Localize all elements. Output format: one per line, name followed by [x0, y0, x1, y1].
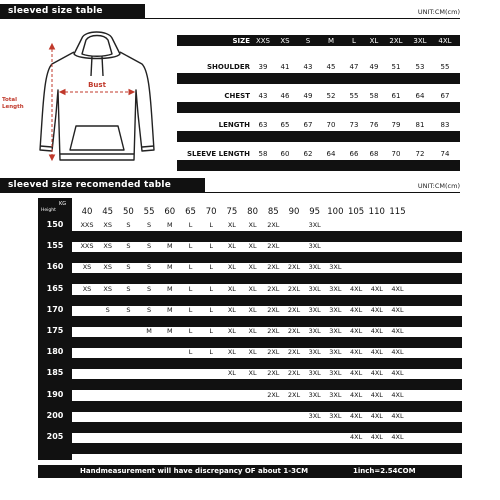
- rec-cell: 4XL: [349, 411, 363, 420]
- size-header-label: SIZE: [232, 37, 250, 45]
- height-value: 175: [46, 326, 64, 335]
- rec-cell: 3XL: [329, 284, 342, 293]
- height-value: 165: [46, 283, 64, 293]
- rec-cell: 4XL: [349, 348, 363, 357]
- size-row-value: 58: [369, 92, 379, 100]
- rec-cell: M: [166, 327, 173, 335]
- rec-cell: XXS: [80, 242, 94, 251]
- rec-cell: 3XL: [308, 348, 321, 357]
- weight-header: 110: [368, 207, 385, 217]
- height-value: 170: [46, 304, 64, 314]
- rec-cell: 2XL: [267, 284, 280, 293]
- rec-row-bar: [72, 379, 462, 390]
- size-row-label: LENGTH: [218, 121, 250, 129]
- weight-header: 105: [347, 207, 365, 217]
- height-value: 200: [46, 410, 64, 420]
- rec-cell: S: [126, 284, 131, 293]
- weight-header: 45: [102, 207, 114, 217]
- rec-cell: S: [147, 221, 152, 229]
- size-row-value: 67: [440, 92, 450, 100]
- rec-cell: 4XL: [370, 369, 383, 378]
- rec-cell: 2XL: [287, 369, 301, 378]
- size-header-cell: XL: [369, 37, 379, 45]
- total-length-label: Total Length: [2, 97, 24, 110]
- rec-cell: 2XL: [267, 242, 280, 251]
- rec-cell: L: [188, 284, 193, 293]
- rec-cell: 3XL: [308, 390, 321, 399]
- rec-cell: 3XL: [329, 305, 342, 314]
- rec-cell: 4XL: [349, 327, 363, 335]
- size-row-value: 81: [415, 121, 425, 129]
- rec-row-bar: [72, 252, 462, 263]
- weight-header: 40: [81, 207, 93, 217]
- rec-cell: S: [105, 305, 110, 314]
- size-row-value: 64: [415, 92, 425, 100]
- rec-table-title: sleeved size recomended table: [0, 178, 205, 192]
- size-row-value: 72: [415, 150, 425, 158]
- bust-label: Bust: [88, 81, 106, 89]
- footer-note: Handmeasurement will have discrepancy OF about 1-3CM: [80, 467, 309, 475]
- rec-cell: 2XL: [287, 284, 301, 293]
- size-row-bar: [177, 73, 460, 84]
- rec-cell: M: [146, 327, 152, 335]
- rec-row-bar: [72, 401, 462, 412]
- size-header-cell: L: [352, 37, 356, 45]
- rec-cell: 3XL: [329, 327, 342, 335]
- rec-cell: XL: [248, 263, 257, 272]
- size-row-value: 68: [369, 150, 379, 158]
- rec-cell: XS: [103, 242, 112, 251]
- rec-row-bar: [72, 295, 462, 306]
- rec-cell: M: [166, 221, 173, 229]
- rec-cell: S: [147, 305, 152, 314]
- rec-cell: 3XL: [308, 284, 321, 293]
- height-value: 205: [46, 432, 64, 441]
- rec-cell: 2XL: [287, 305, 301, 314]
- size-row-value: 49: [369, 63, 379, 71]
- size-row-value: 79: [391, 121, 401, 129]
- rec-cell: 4XL: [349, 369, 363, 378]
- size-header-cell: M: [327, 37, 335, 45]
- rec-cell: XS: [103, 284, 112, 293]
- size-row-value: 67: [303, 121, 313, 129]
- size-row-value: 39: [258, 63, 268, 71]
- rec-cell: L: [209, 263, 213, 272]
- size-row-value: 51: [391, 63, 401, 71]
- rec-cell: 2XL: [267, 263, 280, 272]
- rec-cell: 3XL: [308, 411, 321, 420]
- rec-cell: XL: [248, 369, 257, 378]
- size-row-value: 43: [303, 63, 313, 71]
- rec-cell: 3XL: [329, 348, 342, 357]
- rec-table-header: [0, 178, 460, 192]
- size-row-value: 66: [349, 150, 359, 158]
- height-value: 150: [46, 220, 64, 229]
- height-value: 190: [46, 389, 64, 399]
- size-header-cell: 2XL: [389, 37, 403, 45]
- rec-cell: XL: [248, 242, 257, 251]
- rec-cell: 3XL: [308, 327, 321, 335]
- weight-header: 95: [309, 207, 321, 217]
- size-header-cell: XXS: [255, 37, 271, 45]
- header-rule: [0, 18, 460, 19]
- size-row-label: CHEST: [224, 92, 250, 100]
- rec-cell: M: [166, 305, 173, 314]
- rec-cell: 3XL: [308, 263, 321, 272]
- rec-cell: L: [209, 284, 213, 293]
- rec-cell: S: [147, 242, 152, 251]
- rec-cell: 2XL: [267, 327, 280, 335]
- rec-cell: 2XL: [267, 348, 280, 357]
- size-row-value: 52: [326, 92, 336, 100]
- size-row-value: 45: [326, 63, 336, 71]
- size-header-cell: 3XL: [413, 37, 427, 45]
- size-row-value: 41: [280, 63, 290, 71]
- size-row-bar: [177, 160, 460, 171]
- size-table-unit: UNIT:CM(cm): [417, 8, 460, 16]
- height-value: 180: [46, 347, 64, 357]
- rec-cell: 3XL: [308, 369, 321, 378]
- rec-cell: XS: [103, 221, 112, 229]
- size-row-value: 83: [440, 121, 450, 129]
- rec-cell: 4XL: [391, 369, 404, 378]
- size-row-value: 60: [280, 150, 290, 158]
- size-row-value: 70: [326, 121, 336, 129]
- rec-cell: S: [147, 284, 152, 293]
- size-row-value: 61: [391, 92, 401, 100]
- hoodie-diagram: [30, 30, 160, 165]
- rec-cell: L: [188, 221, 193, 229]
- size-row-bar: [177, 131, 460, 142]
- height-value: 185: [46, 368, 64, 378]
- size-row-value: 49: [303, 92, 313, 100]
- height-value: 160: [46, 262, 64, 272]
- rec-cell: 4XL: [349, 284, 363, 293]
- size-header-cell: S: [305, 37, 311, 45]
- rec-row-bar: [72, 422, 462, 433]
- rec-cell: 4XL: [370, 305, 383, 314]
- rec-cell: 4XL: [391, 411, 404, 420]
- rec-cell: S: [126, 221, 131, 229]
- rec-cell: 4XL: [349, 433, 363, 441]
- rec-row-bar: [72, 358, 462, 369]
- rec-cell: 3XL: [308, 242, 321, 251]
- rec-cell: 2XL: [287, 263, 301, 272]
- height-label: Height: [41, 208, 56, 213]
- size-row-value: 43: [258, 92, 268, 100]
- size-table-header: [0, 4, 460, 18]
- rec-row-bar: [72, 316, 462, 327]
- rec-cell: L: [188, 242, 193, 251]
- size-row-value: 53: [415, 63, 425, 71]
- rec-cell: L: [209, 348, 213, 357]
- rec-cell: XL: [248, 221, 257, 229]
- rec-cell: L: [188, 263, 193, 272]
- rec-cell: L: [209, 221, 213, 229]
- rec-cell: 2XL: [267, 305, 280, 314]
- weight-header: 70: [205, 207, 217, 217]
- size-header-cell: 4XL: [438, 37, 452, 45]
- size-row-value: 55: [349, 92, 359, 100]
- size-row-value: 62: [303, 150, 313, 158]
- rec-cell: 2XL: [287, 390, 301, 399]
- size-row-label: SHOULDER: [207, 63, 250, 71]
- weight-header: 115: [389, 207, 406, 217]
- rec-cell: XL: [248, 305, 257, 314]
- rec-table: [38, 198, 462, 460]
- rec-cell: 3XL: [329, 263, 342, 272]
- weight-header: 60: [164, 207, 176, 217]
- rec-cell: XS: [82, 263, 92, 272]
- rec-cell: L: [209, 327, 213, 335]
- hoodie-outline-icon: [30, 30, 160, 165]
- rec-cell: 4XL: [349, 305, 363, 314]
- size-row-value: 46: [280, 92, 290, 100]
- rec-row-bar: [72, 337, 462, 348]
- size-row-value: 64: [326, 150, 336, 158]
- rec-cell: 2XL: [267, 221, 280, 229]
- rec-cell: 4XL: [370, 348, 383, 357]
- size-row-label: SLEEVE LENGTH: [186, 150, 250, 158]
- rec-cell: 3XL: [329, 390, 342, 399]
- rec-cell: L: [188, 305, 193, 314]
- rec-cell: XL: [227, 263, 236, 272]
- rec-cell: 3XL: [308, 221, 321, 229]
- size-row-value: 47: [349, 63, 359, 71]
- rec-cell: 4XL: [370, 327, 383, 335]
- rec-table-unit: UNIT:CM(cm): [417, 182, 460, 190]
- footer-bar: [38, 465, 462, 478]
- weight-header: 50: [122, 207, 134, 217]
- rec-cell: XL: [227, 305, 236, 314]
- rec-cell: XL: [248, 284, 257, 293]
- size-row-bar: [177, 102, 460, 113]
- rec-row-bar: [72, 231, 462, 242]
- size-row-value: 65: [280, 121, 290, 129]
- rec-cell: 4XL: [370, 390, 383, 399]
- rec-cell: S: [126, 305, 131, 314]
- size-row-value: 63: [258, 121, 268, 129]
- size-table-title: sleeved size table: [0, 4, 145, 18]
- size-row-value: 73: [349, 121, 359, 129]
- rec-cell: 4XL: [370, 284, 383, 293]
- rec-cell: 4XL: [370, 433, 383, 441]
- rec-cell: XL: [227, 221, 236, 229]
- rec-cell: XS: [82, 284, 92, 293]
- rec-cell: 3XL: [329, 369, 342, 378]
- rec-cell: L: [209, 242, 213, 251]
- rec-cell: 4XL: [349, 390, 363, 399]
- rec-cell: 4XL: [391, 390, 404, 399]
- rec-cell: 4XL: [391, 284, 404, 293]
- rec-cell: XL: [248, 327, 257, 335]
- rec-cell: L: [188, 348, 193, 357]
- kg-label: KG: [59, 201, 67, 207]
- rec-cell: 3XL: [329, 411, 342, 420]
- rec-cell: 4XL: [391, 327, 404, 335]
- size-row-value: 70: [391, 150, 401, 158]
- rec-cell: XS: [103, 263, 112, 272]
- rec-cell: 2XL: [287, 327, 301, 335]
- weight-header: 75: [226, 207, 238, 217]
- height-value: 155: [46, 241, 64, 251]
- rec-cell: 3XL: [308, 305, 321, 314]
- weight-header: 80: [247, 207, 258, 217]
- rec-cell: S: [147, 263, 152, 272]
- rec-cell: XL: [227, 327, 236, 335]
- rec-row-bar: [72, 443, 462, 454]
- size-row-value: 55: [440, 63, 450, 71]
- weight-header: 90: [288, 207, 300, 217]
- rec-cell: 4XL: [391, 433, 404, 441]
- weight-header: 100: [327, 207, 344, 217]
- rec-cell: 2XL: [267, 369, 280, 378]
- rec-cell: 4XL: [391, 305, 404, 314]
- rec-cell: M: [166, 284, 173, 293]
- weight-header: 85: [267, 207, 279, 217]
- rec-cell: 4XL: [391, 348, 404, 357]
- weight-header: 55: [143, 207, 155, 217]
- weight-header: 65: [185, 207, 196, 217]
- header-rule: [0, 192, 460, 193]
- size-row-value: 58: [258, 150, 268, 158]
- rec-cell: 4XL: [370, 411, 383, 420]
- rec-cell: M: [166, 263, 173, 272]
- rec-cell: XL: [227, 242, 236, 251]
- rec-cell: M: [166, 242, 173, 251]
- rec-cell: XL: [227, 284, 236, 293]
- rec-cell: XL: [248, 348, 257, 357]
- rec-cell: 2XL: [287, 348, 301, 357]
- size-row-value: 74: [440, 150, 450, 158]
- rec-cell: L: [209, 305, 213, 314]
- size-row-value: 76: [369, 121, 379, 129]
- rec-cell: XL: [227, 369, 236, 378]
- footer-conversion: 1inch=2.54COM: [353, 467, 416, 475]
- rec-cell: S: [126, 263, 131, 272]
- rec-cell: L: [188, 327, 193, 335]
- rec-cell: XL: [227, 348, 236, 357]
- rec-cell: 2XL: [267, 390, 280, 399]
- rec-cell: XXS: [80, 221, 94, 229]
- rec-row-bar: [72, 273, 462, 284]
- size-header-cell: XS: [280, 37, 290, 45]
- rec-cell: S: [126, 242, 131, 251]
